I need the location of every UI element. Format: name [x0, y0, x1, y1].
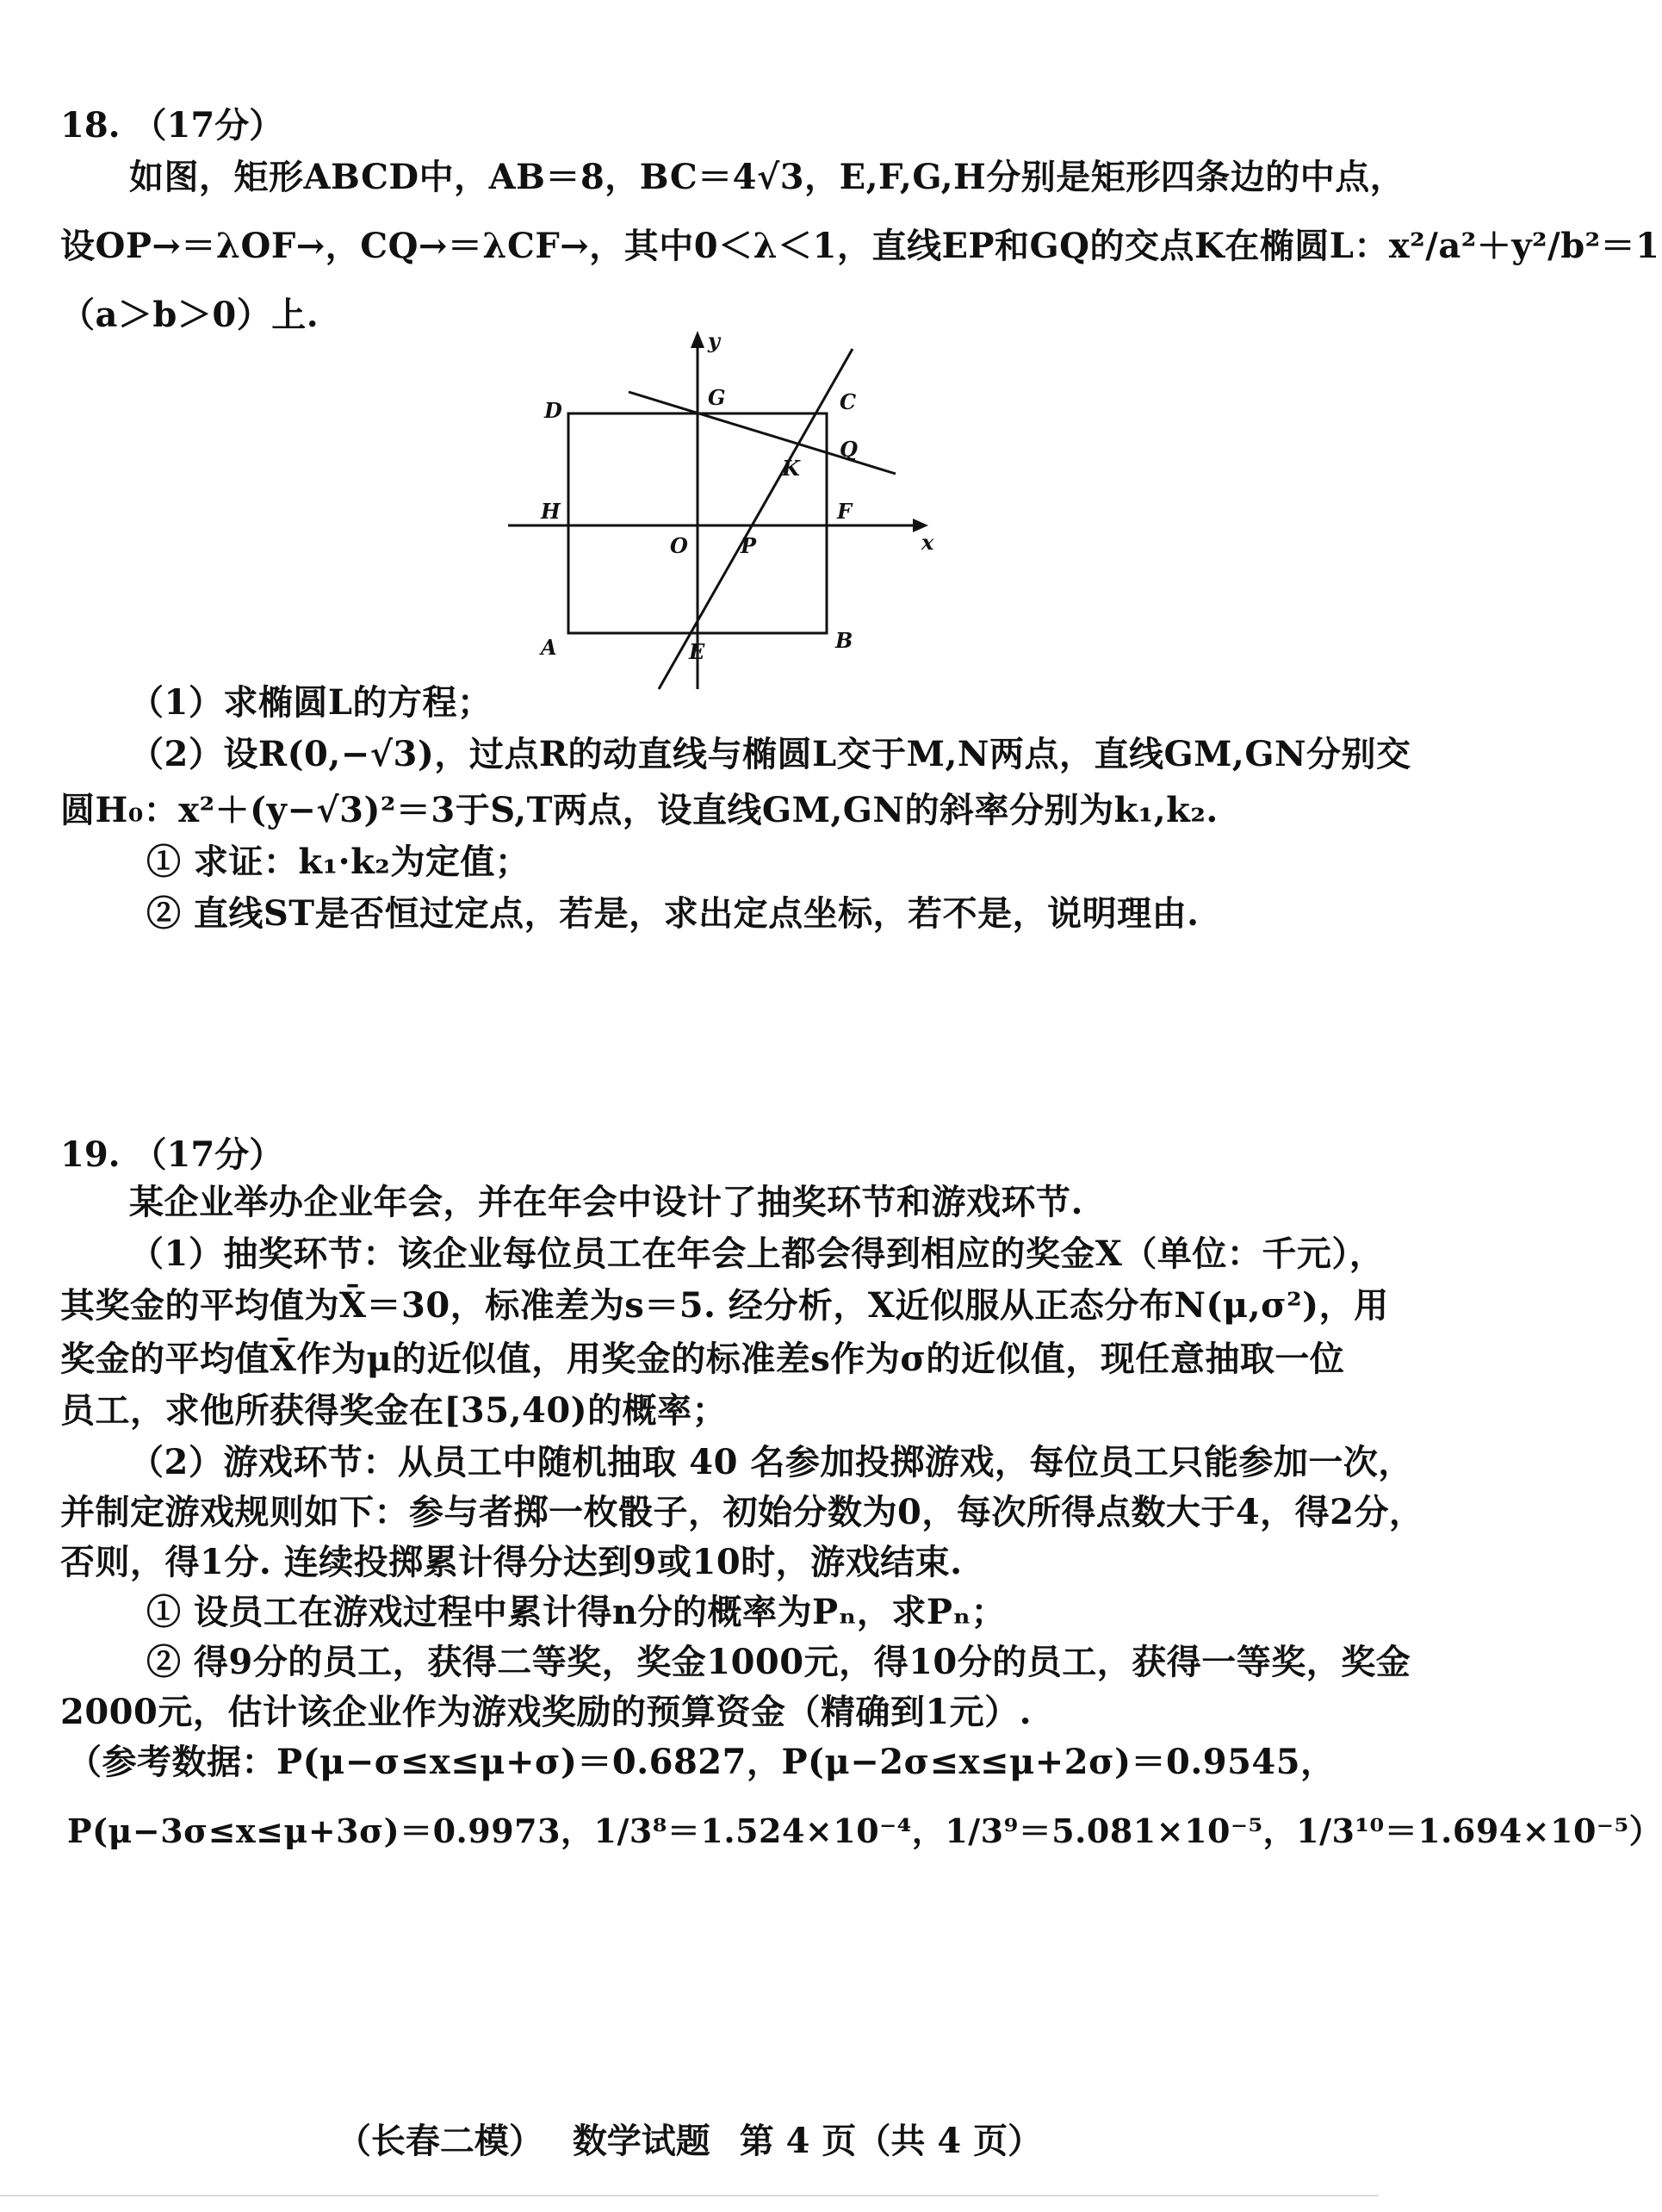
label-g: G [708, 385, 726, 410]
label-e: E [689, 639, 705, 664]
q19-part-1-line-2: 其奖金的平均值为X̄＝30，标准差为s＝5. 经分析，X近似服从正态分布N(μ,σ²)，用 [60, 1285, 1389, 1326]
y-axis-arrow [691, 331, 704, 348]
bottom-divider [0, 2195, 1379, 2196]
footer-page-number: 第 4 页（共 4 页） [739, 2121, 1043, 2161]
label-c: C [840, 389, 857, 414]
q18-part-2-line-2: 圆H₀：x²＋(y−√3)²＝3于S,T两点，设直线GM,GN的斜率分别为k₁,k₂. [60, 790, 1219, 830]
label-x: x [921, 530, 934, 555]
label-h: H [541, 499, 561, 524]
label-d: D [544, 398, 562, 423]
footer-subject: 数学试题 [572, 2121, 710, 2161]
q19-header: 19. （17分） [60, 1134, 284, 1175]
q19-reference-line-2: P(μ−3σ≤x≤μ+3σ)＝0.9973，1/3⁸＝1.524×10⁻⁴，1/3⁹＝5.081×10⁻⁵，1/3¹⁰＝1.694×10⁻⁵） [67, 1811, 1662, 1850]
q19-part-1-line-4: 员工，求他所获得奖金在[35,40)的概率； [60, 1390, 728, 1431]
q19-part-2-line-2: 并制定游戏规则如下：参与者掷一枚骰子，初始分数为0，每次所得点数大于4，得2分， [60, 1492, 1424, 1532]
label-a: A [541, 635, 557, 660]
page-footer [0, 2119, 1379, 2164]
footer-exam-name: （长春二模） [336, 2121, 543, 2161]
q18-stem-line-2: 设OP→＝λOF→，CQ→＝λCF→，其中0＜λ＜1，直线EP和GQ的交点K在椭圆L：x²/a²＋y²/b²＝1 [60, 226, 1660, 266]
label-q: Q [840, 437, 858, 462]
label-o: O [670, 533, 688, 558]
q19-reference-line-1: （参考数据：P(μ−σ≤x≤μ+σ)＝0.6827，P(μ−2σ≤x≤μ+2σ)＝0.9545， [67, 1742, 1336, 1782]
q18-part-1: （1）求椭圆L的方程； [129, 682, 493, 723]
q18-stem-line-3: （a＞b＞0）上. [60, 295, 319, 335]
q18-stem-line-1: 如图，矩形ABCD中，AB＝8，BC＝4√3，E,F,G,H分别是矩形四条边的中点， [129, 157, 1405, 197]
label-k: K [782, 456, 800, 481]
label-b: B [835, 628, 853, 653]
q18-figure [491, 327, 939, 698]
rectangle-ellipse-diagram [491, 327, 939, 698]
q18-sub-1: ① 求证：k₁·k₂为定值； [146, 842, 530, 882]
label-y: y [708, 328, 720, 353]
q19-sub-2-line-1: ② 得9分的员工，获得二等奖，奖金1000元，得10分的员工，获得一等奖，奖金 [146, 1642, 1411, 1682]
label-p: P [741, 533, 757, 558]
q18-header: 18. （17分） [60, 105, 284, 146]
q18-sub-2: ② 直线ST是否恒过定点，若是，求出定点坐标，若不是，说明理由. [146, 893, 1200, 934]
q19-part-1-line-1: （1）抽奖环节：该企业每位员工在年会上都会得到相应的奖金X（单位：千元）， [129, 1233, 1385, 1274]
q19-part-1-line-3: 奖金的平均值X̄作为μ的近似值，用奖金的标准差s作为σ的近似值，现任意抽取一位 [60, 1339, 1345, 1379]
q19-sub-1: ① 设员工在游戏过程中累计得n分的概率为Pₙ，求Pₙ； [146, 1592, 1007, 1632]
q19-sub-2-line-2: 2000元，估计该企业作为游戏奖励的预算资金（精确到1元）. [60, 1692, 1033, 1732]
line-ep [659, 349, 853, 689]
q19-intro: 某企业举办企业年会，并在年会中设计了抽奖环节和游戏环节. [129, 1182, 1083, 1222]
q18-part-2-line-1: （2）设R(0,−√3)，过点R的动直线与椭圆L交于M,N两点，直线GM,GN分别交 [129, 734, 1411, 774]
label-f: F [837, 499, 853, 524]
q19-part-2-line-3: 否则，得1分. 连续投掷累计得分达到9或10时，游戏结束. [60, 1542, 963, 1582]
q19-part-2-line-1: （2）游戏环节：从员工中随机抽取 40 名参加投掷游戏，每位员工只能参加一次， [129, 1442, 1413, 1482]
